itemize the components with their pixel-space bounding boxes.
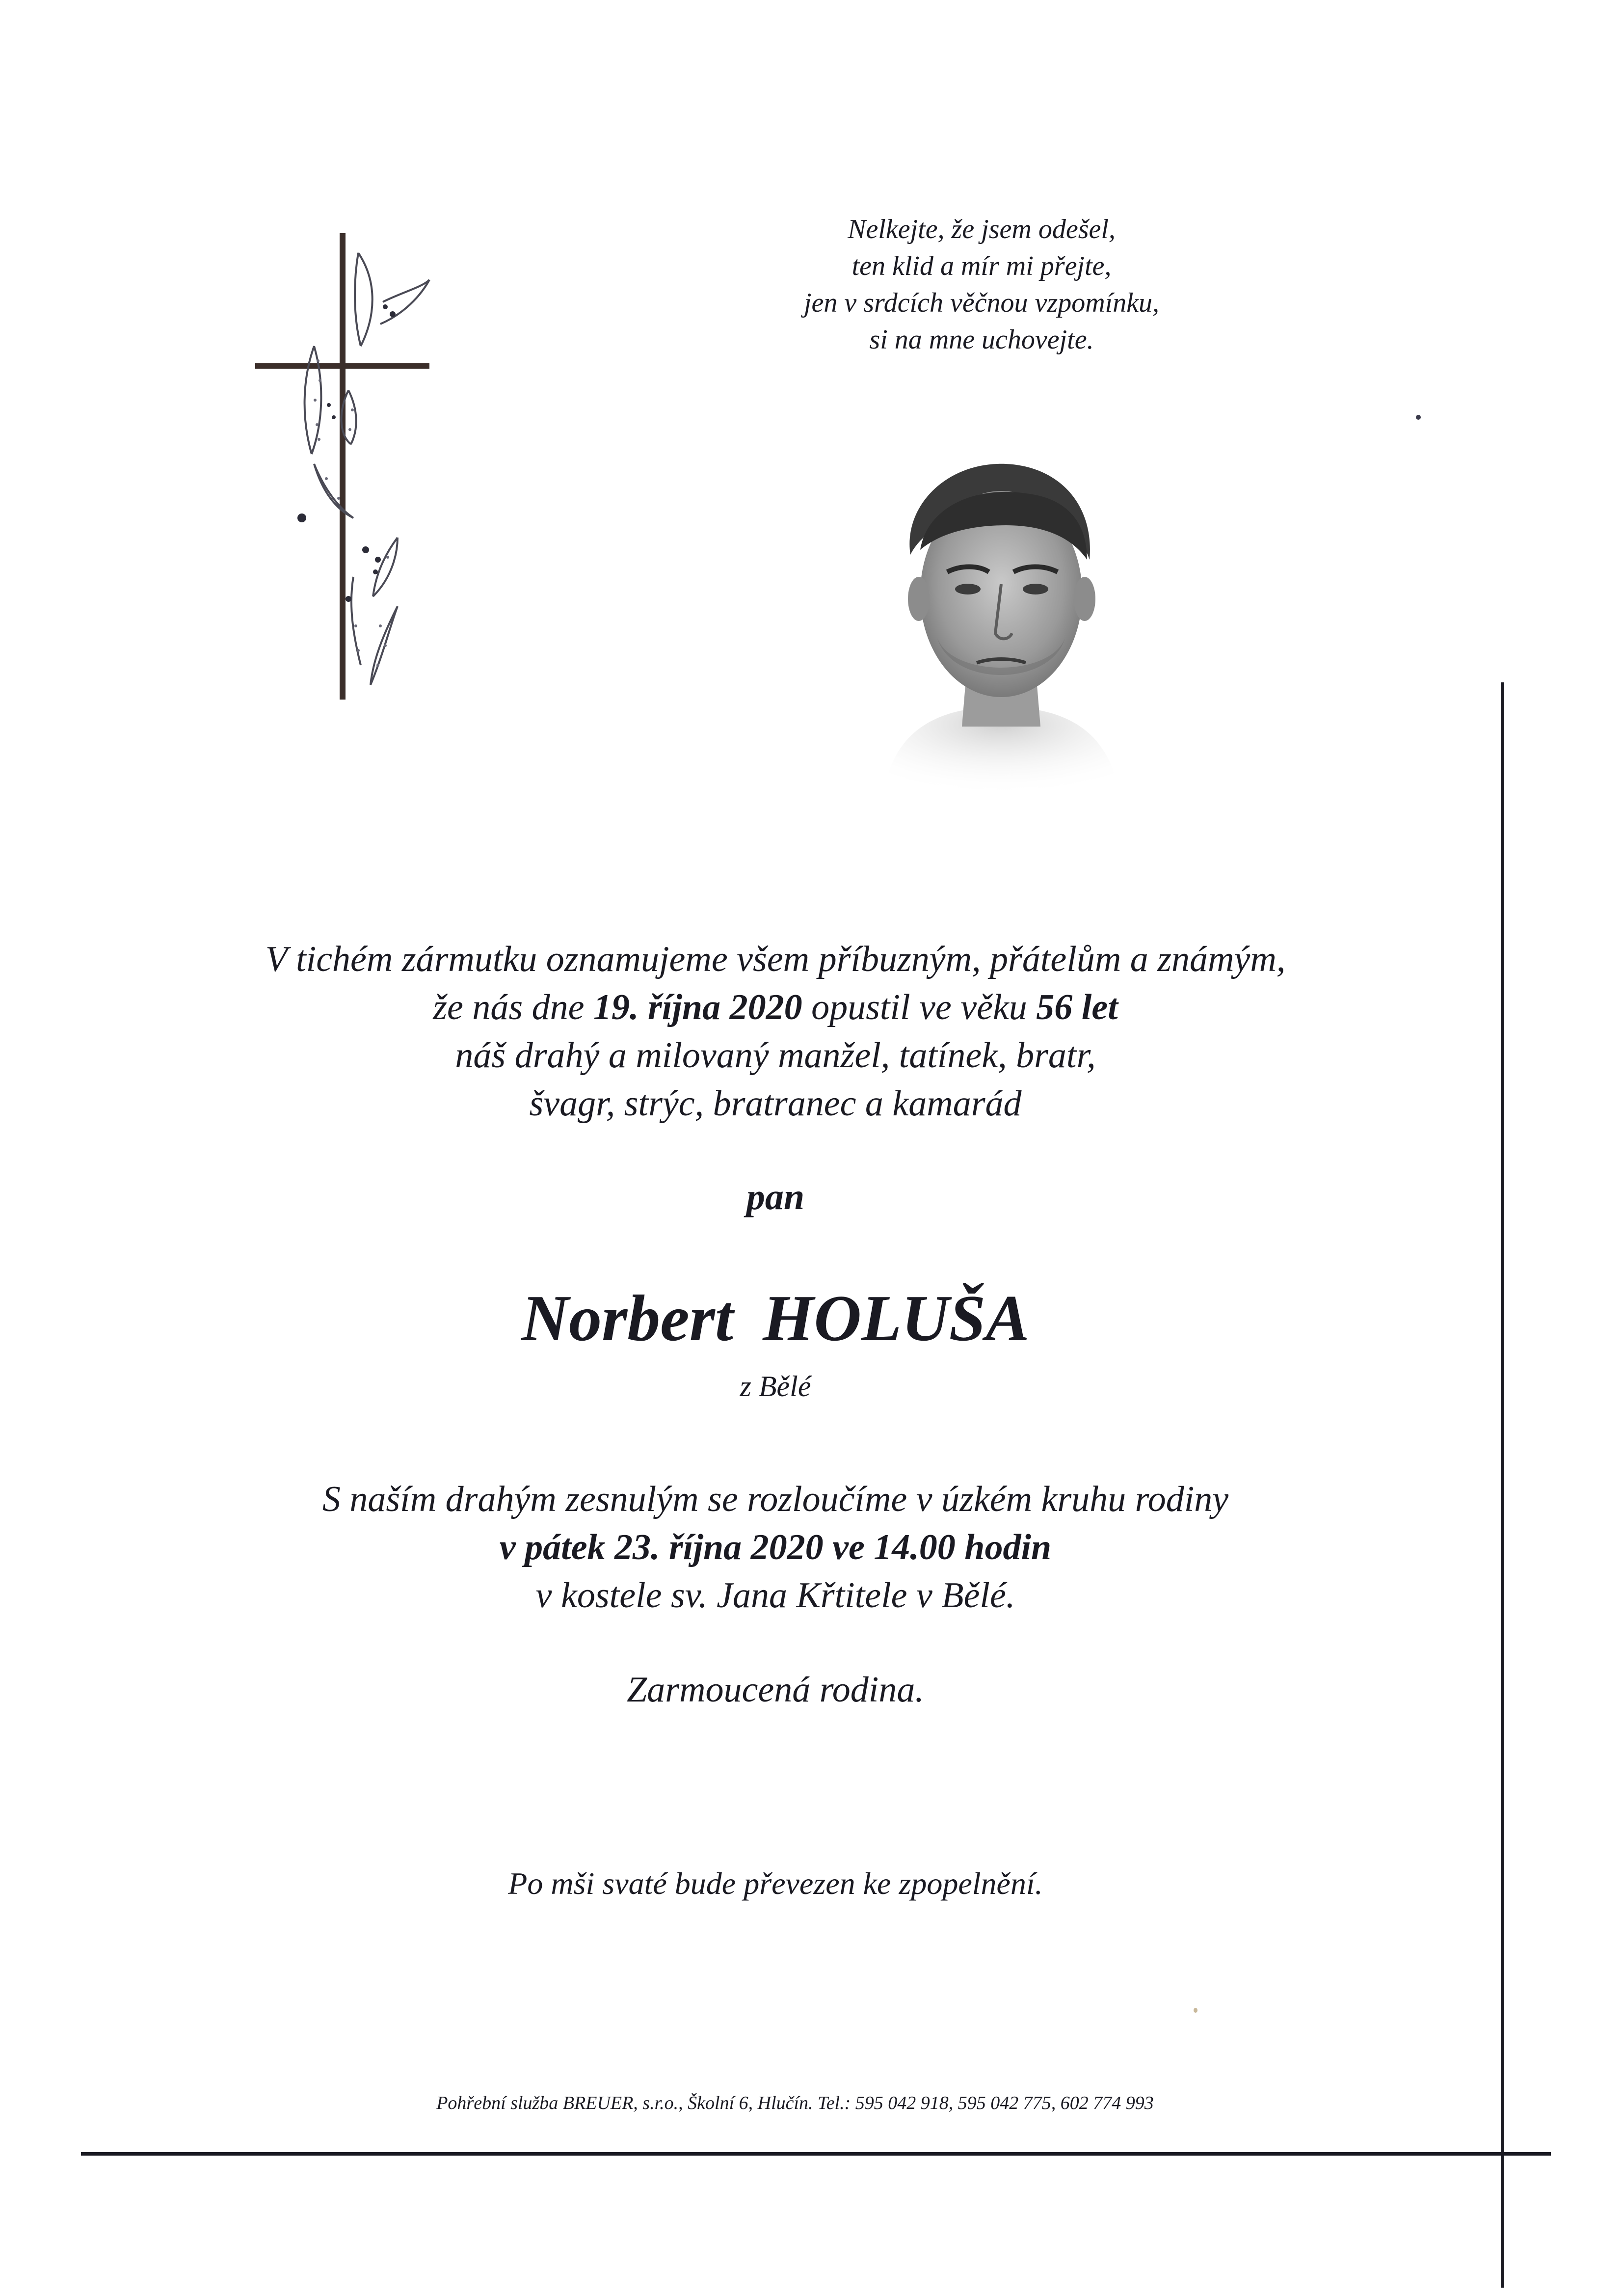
announcement-line [147, 983, 1404, 1031]
funeral-place: v kostele sv. Jana Křtitele v Bělé. [535, 1575, 1015, 1616]
funeral-service-footer: Pohřební služba BREUER, s.r.o., Školní 6, Hlučín. Tel.: 595 042 918, 595 042 775, 602 774 993 [436, 2093, 1154, 2113]
portrait-photo [864, 452, 1139, 795]
scan-speck [1416, 415, 1421, 420]
cross-with-leaves-icon [255, 233, 442, 700]
scan-speck [1194, 2008, 1197, 2013]
announcement-text: opustil ve věku [802, 987, 1037, 1027]
announcement-line: švagr, strýc, bratranec a kamarád [529, 1083, 1022, 1124]
poem [712, 211, 1251, 358]
deceased-name [393, 1279, 1158, 1357]
last-name: HOLUŠA [763, 1282, 1030, 1354]
farewell-details [147, 1475, 1404, 1620]
announcement-text: že nás dne [433, 987, 594, 1027]
announcement-line: náš drahý a milovaný manžel, tatínek, bratr, [455, 1035, 1096, 1076]
origin: z Bělé [740, 1370, 811, 1403]
poem-line: jen v srdcích věčnou vzpomínku, [803, 288, 1160, 318]
funeral-datetime: v pátek 23. října 2020 ve 14.00 hodin [499, 1527, 1052, 1567]
signature: Zarmoucená rodina. [627, 1670, 924, 1710]
right-vertical-rule [1501, 682, 1504, 2288]
bottom-horizontal-rule [81, 2152, 1551, 2156]
announcement-line: V tichém zármutku oznamujeme všem příbuzným, přátelům a známým, [265, 939, 1286, 979]
age: 56 let [1036, 987, 1118, 1027]
announcement [147, 935, 1404, 1128]
poem-line: Nelkejte, že jsem odešel, [848, 214, 1116, 244]
title-word: pan [746, 1176, 805, 1217]
poem-line: ten klid a mír mi přejte, [851, 251, 1112, 281]
farewell-line: S naším drahým zesnulým se rozloučíme v úzkém kruhu rodiny [322, 1479, 1229, 1519]
death-date: 19. října 2020 [593, 987, 802, 1027]
poem-line: si na mne uchovejte. [869, 324, 1094, 355]
first-name: Norbert [521, 1282, 734, 1354]
cremation-note: Po mši svaté bude převezen ke zpopelnění. [508, 1866, 1043, 1901]
